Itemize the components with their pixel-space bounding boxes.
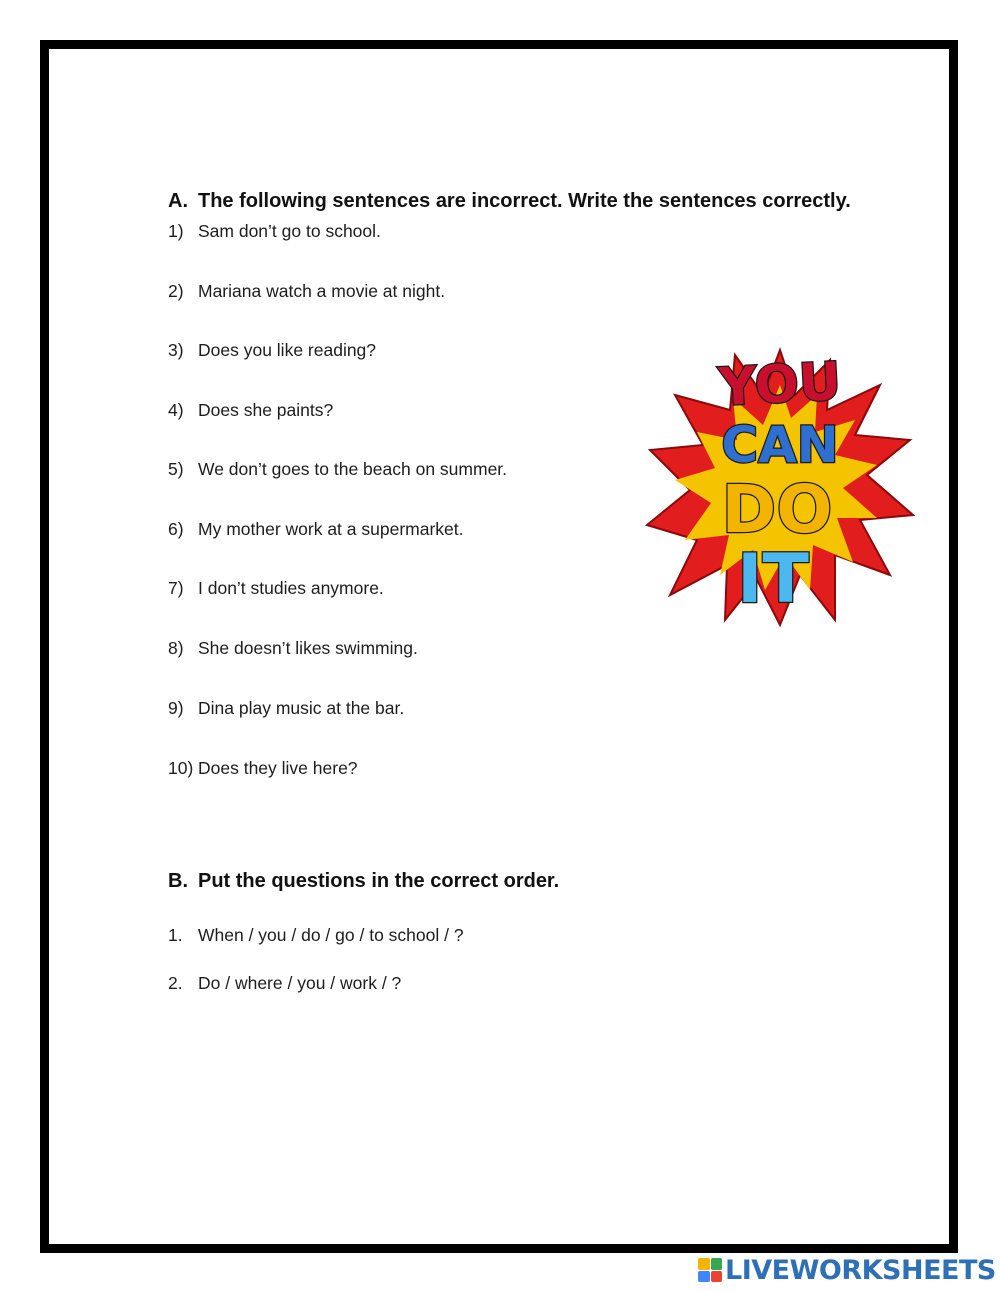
liveworksheets-brand[interactable] <box>698 1254 996 1286</box>
list-item <box>168 281 445 302</box>
list-item <box>168 638 418 659</box>
item-text: Does you like reading? <box>198 340 377 360</box>
item-text: We don’t goes to the beach on summer. <box>198 459 508 479</box>
item-number: 7) <box>168 578 184 598</box>
item-text: Does she paints? <box>198 400 334 420</box>
list-item <box>168 925 464 946</box>
section-a-title: The following sentences are incorrect. Write the sentences correctly. <box>198 190 851 212</box>
item-number: 9) <box>168 698 184 718</box>
item-text: My mother work at a supermarket. <box>198 519 464 539</box>
item-text: When / you / do / go / to school / ? <box>198 925 464 945</box>
badge-word-can: CAN <box>721 416 839 474</box>
item-number: 4) <box>168 400 184 420</box>
item-number: 6) <box>168 519 184 539</box>
item-number: 1) <box>168 221 184 241</box>
list-item <box>168 459 507 480</box>
item-text: Do / where / you / work / ? <box>198 973 402 993</box>
list-item <box>168 221 381 242</box>
item-number: 2. <box>168 973 183 993</box>
list-item <box>168 400 333 421</box>
list-item <box>168 519 464 540</box>
badge-word-you: YOU <box>717 351 843 419</box>
badge-word-it: IT <box>737 540 809 619</box>
item-text: I don’t studies anymore. <box>198 578 384 598</box>
section-b-letter: B. <box>168 870 188 892</box>
badge-word-do: DO <box>721 471 833 548</box>
section-b-heading <box>168 870 559 893</box>
brand-name: LIVEWORKSHEETS <box>725 1254 996 1286</box>
item-text: Dina play music at the bar. <box>198 698 405 718</box>
list-item <box>168 340 376 361</box>
section-a-letter: A. <box>168 190 188 212</box>
liveworksheets-logo-icon <box>698 1258 722 1282</box>
item-text: Sam don’t go to school. <box>198 221 381 241</box>
section-b-title: Put the questions in the correct order. <box>198 870 560 892</box>
item-number: 8) <box>168 638 184 658</box>
item-number: 2) <box>168 281 184 301</box>
list-item <box>168 698 404 719</box>
item-number: 10) <box>168 758 194 778</box>
item-text: Does they live here? <box>198 758 358 778</box>
item-number: 5) <box>168 459 184 479</box>
you-can-do-it-badge <box>645 340 915 630</box>
item-number: 1. <box>168 925 183 945</box>
section-a-heading <box>168 190 851 213</box>
item-number: 3) <box>168 340 184 360</box>
list-item <box>168 578 384 599</box>
item-text: Mariana watch a movie at night. <box>198 281 446 301</box>
list-item <box>168 758 358 779</box>
item-text: She doesn’t likes swimming. <box>198 638 418 658</box>
list-item <box>168 973 401 994</box>
